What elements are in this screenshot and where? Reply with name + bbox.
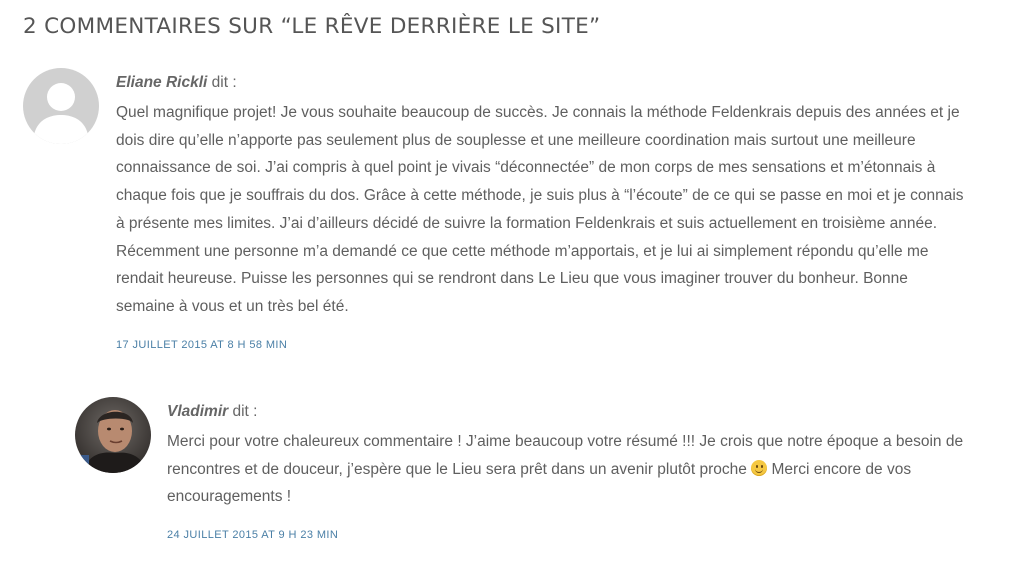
comment-date-link[interactable]: 17 JUILLET 2015 AT 8 H 58 MIN (116, 338, 288, 351)
comment-author: Eliane Rickli (116, 74, 208, 91)
says-label: dit : (232, 403, 258, 420)
comment-body (116, 72, 1003, 353)
user-photo-avatar (75, 397, 151, 473)
comment-meta (116, 72, 1003, 94)
comment-body (167, 401, 995, 543)
comment-author: Vladimir (167, 403, 229, 420)
comment-text-part: Merci encore de vos encouragements ! (167, 460, 912, 506)
comment-date-link[interactable]: 24 JUILLET 2015 AT 9 H 23 MIN (167, 529, 339, 542)
comment-meta (167, 401, 995, 423)
smile-emoji-icon (751, 460, 767, 476)
comments-title: 2 COMMENTAIRES SUR “LE RÊVE DERRIÈRE LE SITE” (23, 14, 601, 39)
comment-text: Quel magnifique projet! Je vous souhaite beaucoup de succès. Je connais la méthode Feldenkrais depuis des années et je dois dire qu’elle n’apporte pas seulement plus de souplesse et une meilleure coordination mais surtout une meilleure connaissance de soi. J’ai compris à quel point je vivais “déconnectée” de mon corps de mes sensations et m’étonnais à chaque fois que je souffrais du dos. Grâce à cette méthode, je suis plus à “l’écoute” de ce qui se passe en moi et je connais à présente mes limites. J’ai d’ailleurs décidé de suivre la formation Feldenkrais et suis actuellement en troisième année. Récemment une personne m’a demandé ce que cette méthode m’apportais, et je lui ai simplement répondu qu’elle me rendait heureuse. Puisse les personnes qui se rendront dans Le Lieu que vous imaginer trouver du bonheur. Bonne semaine à vous et un très bel été. (116, 104, 964, 315)
comment-text (167, 428, 967, 511)
says-label: dit : (211, 74, 237, 91)
comment-text-part: Merci pour votre chaleureux commentaire ! J’aime beaucoup votre résumé !!! Je crois que notre époque a besoin de rencontres et de douceur, j’espère que le Lieu sera prêt dans un avenir plutôt proche (167, 433, 964, 478)
default-avatar-icon (23, 68, 99, 144)
